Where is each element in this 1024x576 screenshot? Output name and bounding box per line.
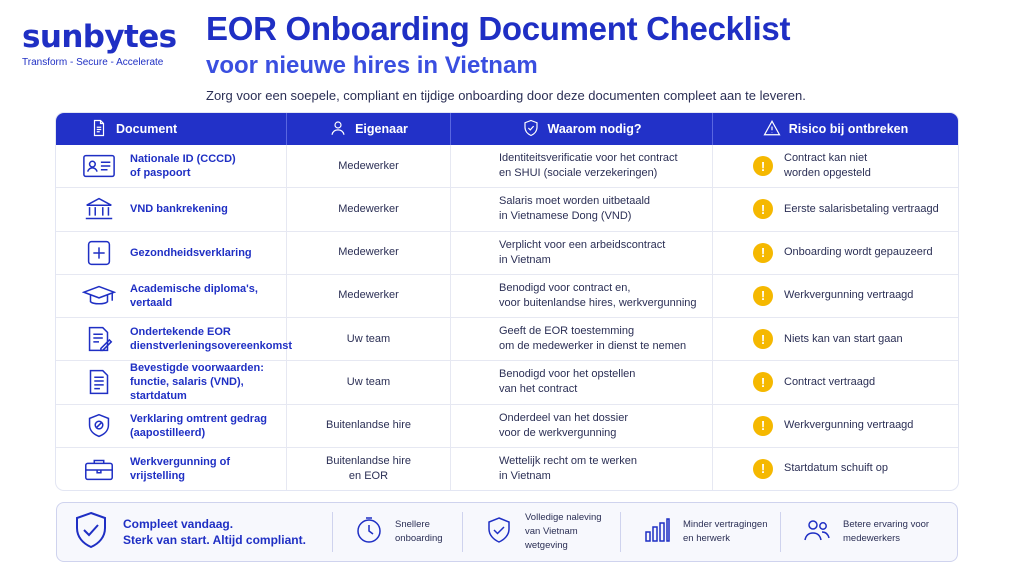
- column-header-owner: Eigenaar: [287, 113, 451, 145]
- page-subtitle: voor nieuwe hires in Vietnam: [206, 52, 538, 79]
- health-cross-icon: [82, 238, 116, 268]
- table-header: [56, 113, 958, 145]
- user-icon: [329, 119, 347, 140]
- brand-tagline: Transform - Secure - Accelerate: [22, 57, 164, 68]
- checklist-table: [56, 113, 958, 490]
- table-row: Academische diploma's, vertaald Medewerker Benodigd voor contract en, voor buitenlandse hires, werkvergunning ! Werkvergunning vertraagd: [56, 274, 958, 317]
- shield-check-icon: [73, 511, 109, 554]
- warning-icon: !: [753, 156, 773, 176]
- benefit-item: Snellere onboarding: [333, 512, 463, 552]
- warning-icon: !: [753, 416, 773, 436]
- benefits-bar: [56, 502, 958, 562]
- page-title: EOR Onboarding Document Checklist: [206, 10, 791, 47]
- warning-icon: !: [753, 199, 773, 219]
- table-row: Verklaring omtrent gedrag (aapostilleerd) Buitenlandse hire Onderdeel van het dossier voor de werkvergunning ! Werkvergunning vertraagd: [56, 404, 958, 447]
- table-row: Nationale ID (CCCD) of paspoort Medewerker Identiteitsverificatie voor het contract en SHUI (sociale verzekeringen) ! Contract kan niet worden opgesteld: [56, 145, 958, 187]
- clock-icon: [355, 516, 383, 549]
- benefit-item: Volledige naleving van Vietnam wetgeving: [463, 512, 621, 552]
- warning-icon: !: [753, 329, 773, 349]
- column-header-document: Document: [56, 113, 287, 145]
- warning-icon: !: [753, 459, 773, 479]
- signed-document-icon: [82, 324, 116, 354]
- terms-document-icon: [82, 367, 116, 397]
- benefit-item: Minder vertragingen en herwerk: [621, 512, 781, 552]
- table-row: Bevestigde voorwaarden: functie, salaris (VND), startdatum Uw team Benodigd voor het opstellen van het contract ! Contract vertraagd: [56, 360, 958, 403]
- graduation-cap-icon: [82, 281, 116, 311]
- bar-chart-icon: [643, 516, 671, 549]
- warning-triangle-icon: [763, 119, 781, 140]
- warning-icon: !: [753, 243, 773, 263]
- id-card-icon: [82, 151, 116, 181]
- table-row: Gezondheidsverklaring Medewerker Verplicht voor een arbeidscontract in Vietnam ! Onboarding wordt gepauzeerd: [56, 231, 958, 274]
- brand: [22, 20, 192, 68]
- briefcase-icon: [82, 454, 116, 484]
- shield-badge-icon: [82, 411, 116, 441]
- bank-icon: [82, 194, 116, 224]
- warning-icon: !: [753, 372, 773, 392]
- warning-icon: !: [753, 286, 773, 306]
- brand-logo: sunbytes: [22, 19, 177, 55]
- shield-check-icon: [485, 516, 513, 549]
- table-body: [56, 145, 958, 490]
- column-header-reason: Waarom nodig?: [451, 113, 713, 145]
- table-row: VND bankrekening Medewerker Salaris moet worden uitbetaald in Vietnamese Dong (VND) ! Eerste salarisbetaling vertraagd: [56, 187, 958, 230]
- table-row: Werkvergunning of vrijstelling Buitenlandse hire en EOR Wettelijk recht om te werken in Vietnam ! Startdatum schuift op: [56, 447, 958, 490]
- document-icon: [90, 119, 108, 140]
- users-icon: [803, 516, 831, 549]
- table-row: Ondertekende EOR dienstverleningsovereenkomst Uw team Geeft de EOR toestemming om de medewerker in dienst te nemen ! Niets kan van start gaan: [56, 317, 958, 360]
- intro-text: Zorg voor een soepele, compliant en tijdige onboarding door deze documenten compleet aan te leveren.: [206, 88, 806, 103]
- benefit-item: Betere ervaring voor medewerkers: [781, 512, 957, 552]
- shield-check-icon: [522, 119, 540, 140]
- benefit-main: Compleet vandaag. Sterk van start. Altijd compliant.: [57, 512, 333, 552]
- column-header-risk: Risico bij ontbreken: [713, 113, 958, 145]
